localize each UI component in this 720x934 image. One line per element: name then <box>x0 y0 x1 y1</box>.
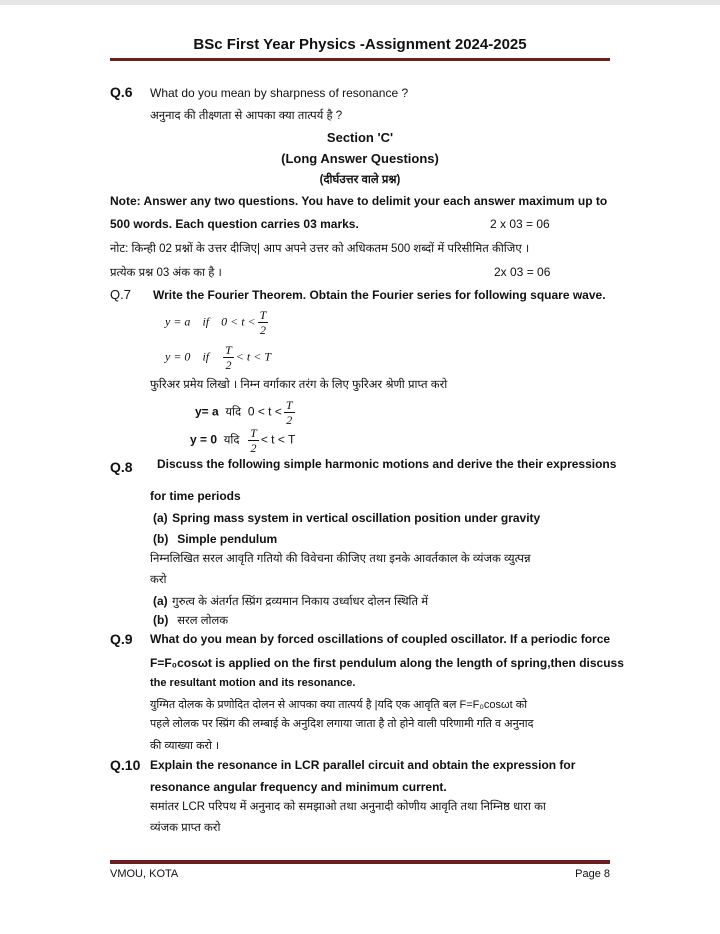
q7-text-en: Write the Fourier Theorem. Obtain the Fourier series for following square wave. <box>153 288 606 302</box>
q6-number: Q.6 <box>110 84 133 100</box>
note-line-2: 500 words. Each question carries 03 marks. <box>110 217 359 231</box>
q9-number: Q.9 <box>110 631 133 647</box>
q10-text-en-line-2: resonance angular frequency and minimum current. <box>150 780 447 794</box>
q8-text-en-line-1: Discuss the following simple harmonic motions and derive the their expressions <box>157 457 617 471</box>
q8-text-hi-line-1: निम्नलिखित सरल आवृति गतियो की विवेचना कीजिए तथा इनके आवर्तकाल के व्यंजक व्युत्पन्न <box>150 553 531 565</box>
q9-text-hi-line-2: पहले लोलक पर स्प्रिंग की लम्बाई के अनुदिश लगाया जाता है तो होने वाली परिणामी गति व अनुनाद <box>150 718 534 730</box>
header-rule <box>110 58 610 61</box>
note-line-1: Note: Answer any two questions. You have to delimit your each answer maximum up to <box>110 194 608 208</box>
q6-text-en: What do you mean by sharpness of resonance ? <box>150 86 409 100</box>
q6-text-hi: अनुनाद की तीक्ष्णता से आपका क्या तात्पर्य है ? <box>150 110 343 122</box>
q7-equation-2: y = 0 if $\frac{T}{2}$ < t < T <box>165 343 271 372</box>
top-strip <box>0 0 720 5</box>
q8-text-hi-line-2: करो <box>150 574 167 586</box>
footer-institution: VMOU, KOTA <box>110 868 179 880</box>
q8-text-en-line-2: for time periods <box>150 489 241 503</box>
section-title: Section 'C' <box>326 130 394 145</box>
q7-hindi-equation-1: y= a यदि 0 < t < $\frac{T}{2}$ <box>195 398 293 427</box>
q10-text-en-line-1: Explain the resonance in LCR parallel circuit and obtain the expression for <box>150 758 576 772</box>
q7-number: Q.7 <box>110 287 131 302</box>
q7-text-hi: फुरिअर प्रमेय लिखो । निम्न वर्गाकार तरंग के लिए फुरिअर श्रेणी प्राप्त करो <box>150 379 448 391</box>
q9-text-en-line-1: What do you mean by forced oscillations of coupled oscillator. If a periodic force <box>150 632 611 646</box>
note-marks: 2 x 03 = 06 <box>490 217 550 231</box>
page-header-title: BSc First Year Physics -Assignment 2024-2025 <box>193 36 527 53</box>
note-hindi-line-1: नोट: किन्ही 02 प्रश्नों के उत्तर दीजिए| आप अपने उत्तर को अधिकतम 500 शब्दों में परिसीमित कीजिए । <box>110 243 530 255</box>
note-hindi-marks: 2x 03 = 06 <box>494 265 551 279</box>
q10-number: Q.10 <box>110 757 141 773</box>
q10-text-hi-line-1: समांतर LCR परिपथ में अनुनाद को समझाओ तथा अनुनादी कोणीय आवृति तथा निम्निष्ठ धारा का <box>150 801 546 813</box>
q8-hindi-item-b: (b) सरल लोलक <box>153 613 229 627</box>
q9-text-hi-line-1: युग्मित दोलक के प्रणोदित दोलन से आपका क्या तात्पर्य है |यदि एक आवृति बल F=F₀cosωt को <box>150 699 528 711</box>
section-subtitle: (Long Answer Questions) <box>281 151 439 166</box>
q9-text-en-line-3: the resultant motion and its resonance. <box>150 677 356 689</box>
section-subtitle-hindi: (दीर्घउत्तर वाले प्रश्न) <box>319 174 401 186</box>
q9-text-hi-line-3: की व्याख्या करो । <box>150 740 220 752</box>
q8-item-b: (b) Simple pendulum <box>153 532 278 546</box>
note-hindi-line-2: प्रत्येक प्रश्न 03 अंक का है । <box>110 267 222 279</box>
q7-equation-1: y = a if 0 < t < $\frac{T}{2}$ <box>165 308 267 337</box>
q8-number: Q.8 <box>110 459 133 475</box>
footer-page-number: Page 8 <box>575 868 610 880</box>
q8-item-a: (a) Spring mass system in vertical oscillation position under gravity <box>153 511 541 525</box>
q10-text-hi-line-2: व्यंजक प्राप्त करो <box>150 822 221 834</box>
q9-text-en-line-2: F=F₀cosωt is applied on the first pendulum along the length of spring,then discuss <box>150 656 624 670</box>
footer-rule <box>110 860 610 864</box>
q8-hindi-item-a: (a) गुरुत्व के अंतर्गत स्प्रिंग द्रव्यमान निकाय उर्ध्वाधर दोलन स्थिति में <box>153 594 429 608</box>
q7-hindi-equation-2: y = 0 यदि $\frac{T}{2}$ < t < T <box>190 426 296 455</box>
